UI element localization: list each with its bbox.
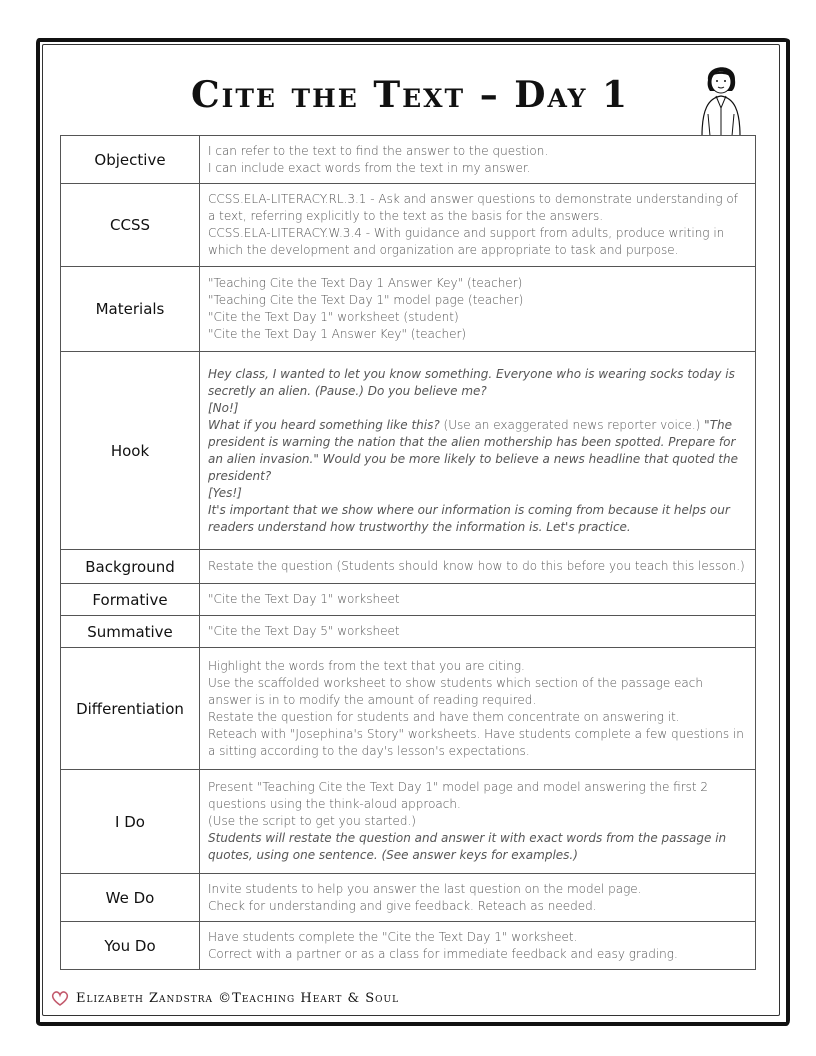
teacher-avatar-icon [688, 58, 754, 136]
row-i-do [61, 770, 756, 874]
we-do-line: Check for understanding and give feedback. Reteach as needed. [208, 898, 597, 913]
row-label: CCSS [61, 184, 200, 267]
hook-text: "The president is warning the nation that the alien mothership has been spotted. Prepare for an alien invasion." Would you be more likely to believe a news headline that quoted the president? [208, 417, 738, 483]
row-hook [61, 352, 756, 550]
i-do-line: (Use the script to get you started.) [208, 814, 416, 828]
objective-line: I can include exact words from the text in my answer. [208, 160, 531, 175]
we-do-line: Invite students to help you answer the last question on the model page. [208, 881, 642, 896]
row-content [200, 922, 756, 970]
row-label: Hook [61, 352, 200, 550]
row-you-do [61, 922, 756, 970]
row-label: Formative [61, 584, 200, 616]
row-content [200, 184, 756, 267]
heart-icon [50, 988, 70, 1008]
row-background [61, 550, 756, 584]
materials-item: "Cite the Text Day 1" worksheet (student) [208, 310, 459, 324]
you-do-line: Have students complete the "Cite the Text Day 1" worksheet. [208, 929, 578, 944]
differentiation-item: Highlight the words from the text that you are citing. [208, 658, 525, 673]
hook-text: What if you heard something like this? [208, 417, 440, 432]
ccss-standard: CCSS.ELA-LITERACY.W.3.4 - With guidance and support from adults, produce writing in which the development and organization are appropriate to task and purpose. [208, 226, 725, 257]
i-do-line: Present "Teaching Cite the Text Day 1" model page and model answering the first 2 questions using the think-aloud approach. [208, 780, 709, 811]
hook-paragraph: It's important that we show where our information is coming from because it helps our readers understand how trustworthy the information is. Let's practice. [208, 502, 730, 534]
hook-stage-direction: (Use an exaggerated news reporter voice.) [439, 417, 705, 432]
row-formative [61, 584, 756, 616]
differentiation-item: Reteach with "Josephina's Story" worksheets. Have students complete a few questions in a sitting according to the day's lesson's expectations. [208, 726, 744, 758]
row-summative [61, 616, 756, 648]
row-label: We Do [61, 874, 200, 922]
i-do-line: Students will restate the question and answer it with exact words from the passage in quotes, using one sentence. (See answer keys for examples.) [208, 831, 727, 862]
row-content [200, 136, 756, 184]
footer [50, 988, 399, 1008]
row-content: "Cite the Text Day 5" worksheet [200, 616, 756, 648]
row-content [200, 770, 756, 874]
page-title: Cite the Text – Day 1 [190, 74, 630, 116]
row-label: Materials [61, 267, 200, 352]
materials-item: "Teaching Cite the Text Day 1 Answer Key" (teacher) [208, 276, 523, 290]
materials-item: "Cite the Text Day 1 Answer Key" (teacher) [208, 327, 467, 341]
row-content [200, 648, 756, 770]
row-content [200, 267, 756, 352]
hook-paragraph: Hey class, I wanted to let you know something. Everyone who is wearing socks today is secretly an alien. (Pause.) Do you believe me? [208, 366, 735, 398]
lesson-plan-table [60, 135, 756, 970]
materials-item: "Teaching Cite the Text Day 1" model page (teacher) [208, 293, 524, 307]
footer-credit: Elizabeth Zandstra ©Teaching Heart & Soul [76, 990, 400, 1006]
row-label: You Do [61, 922, 200, 970]
row-label: I Do [61, 770, 200, 874]
ccss-standard: CCSS.ELA-LITERACY.RL.3.1 - Ask and answer questions to demonstrate understanding of a text, referring explicitly to the text as the basis for the answers. [208, 192, 738, 223]
row-label: Differentiation [61, 648, 200, 770]
differentiation-item: Use the scaffolded worksheet to show students which section of the passage each answer is in to modify the amount of reading required. [208, 675, 703, 707]
row-content [200, 352, 756, 550]
hook-response: [Yes!] [208, 485, 242, 500]
differentiation-item: Restate the question for students and have them concentrate on answering it. [208, 709, 680, 724]
row-label: Objective [61, 136, 200, 184]
row-differentiation [61, 648, 756, 770]
row-objective [61, 136, 756, 184]
you-do-line: Correct with a partner or as a class for immediate feedback and easy grading. [208, 946, 678, 961]
row-ccss [61, 184, 756, 267]
hook-response: [No!] [208, 400, 239, 415]
row-content: Restate the question (Students should know how to do this before you teach this lesson.) [200, 550, 756, 584]
row-label: Summative [61, 616, 200, 648]
row-content: "Cite the Text Day 1" worksheet [200, 584, 756, 616]
row-we-do [61, 874, 756, 922]
row-content [200, 874, 756, 922]
row-materials [61, 267, 756, 352]
row-label: Background [61, 550, 200, 584]
objective-line: I can refer to the text to find the answer to the question. [208, 143, 549, 158]
